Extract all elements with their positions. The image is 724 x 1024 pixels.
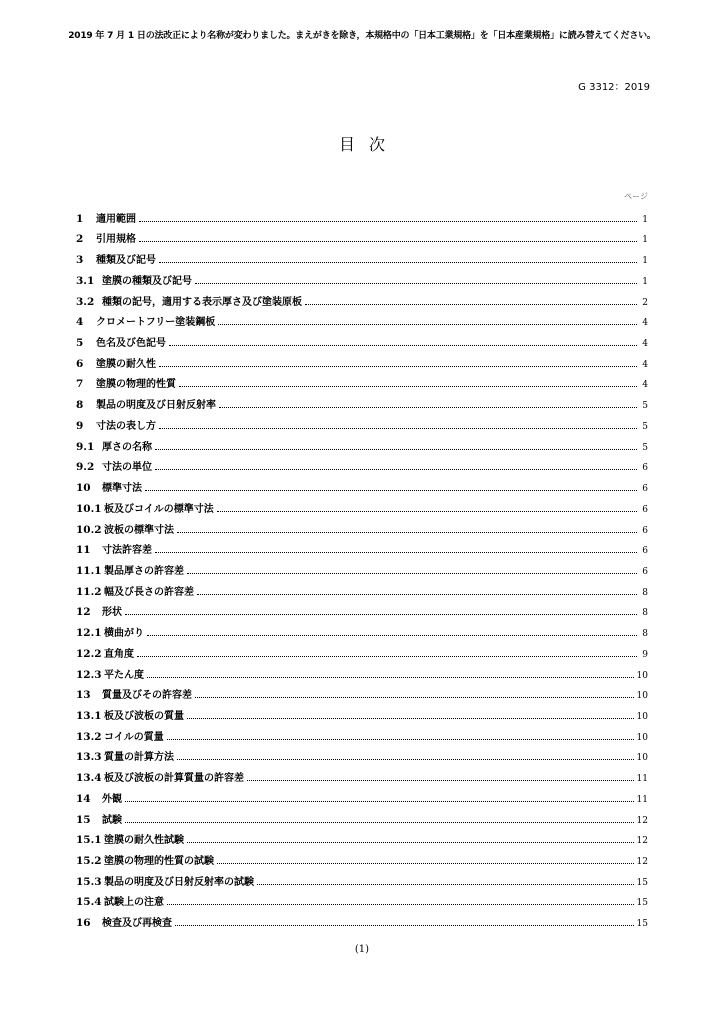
toc-entry[interactable] xyxy=(76,556,648,577)
toc-entry-number: 8 xyxy=(76,399,84,412)
toc-entry-title: 適用範囲 xyxy=(96,213,136,225)
dot-leader xyxy=(139,240,637,242)
dot-leader xyxy=(155,448,637,450)
toc-entry[interactable] xyxy=(76,846,648,867)
toc-entry[interactable] xyxy=(76,287,648,308)
toc-entry-page: 5 xyxy=(642,442,648,453)
toc-entry-number: 13.4 xyxy=(76,772,102,785)
dot-leader xyxy=(195,696,634,698)
toc-entry-title: 厚さの名称 xyxy=(102,441,152,453)
toc-entry-number: 15 xyxy=(76,813,91,826)
toc-entry-page: 1 xyxy=(642,256,648,267)
toc-entry-page: 1 xyxy=(642,276,648,287)
toc-entry[interactable] xyxy=(76,328,648,349)
toc-entry-page: 2 xyxy=(642,297,648,308)
toc-entry[interactable] xyxy=(76,908,648,929)
dot-leader xyxy=(137,655,637,657)
toc-entry-page: 12 xyxy=(636,857,648,867)
toc-entry-number: 12.2 xyxy=(76,647,102,660)
dot-leader xyxy=(159,427,637,429)
dot-leader xyxy=(145,489,637,491)
toc-entry-title: 塗膜の耐久性試験 xyxy=(104,835,184,847)
page-title: 目次 xyxy=(338,135,399,154)
dot-leader xyxy=(167,903,634,905)
dot-leader xyxy=(219,406,637,408)
toc-entry[interactable] xyxy=(76,370,648,391)
dot-leader xyxy=(187,572,637,574)
dot-leader xyxy=(169,344,637,346)
toc-entry-page: 6 xyxy=(642,546,648,557)
dot-leader xyxy=(217,862,634,864)
toc-entry-title: 製品の明度及び日射反射率 xyxy=(96,400,216,412)
toc-entry-page: 4 xyxy=(642,359,648,370)
dot-leader xyxy=(159,365,637,367)
toc-entry[interactable] xyxy=(76,494,648,515)
toc-entry-number: 13.3 xyxy=(76,751,102,764)
toc-entry[interactable] xyxy=(76,453,648,474)
toc-entry-title: 種類及び記号 xyxy=(96,255,156,267)
dot-leader xyxy=(177,758,634,760)
toc-entry[interactable] xyxy=(76,225,648,246)
toc-entry-page: 15 xyxy=(636,877,648,888)
toc-entry-number: 15.1 xyxy=(76,834,102,847)
toc-entry-title: 寸法の単位 xyxy=(102,462,152,474)
toc-entry[interactable] xyxy=(76,639,648,660)
toc-entry-number: 9 xyxy=(76,419,84,432)
toc-entry[interactable] xyxy=(76,432,648,453)
toc-entry-page: 9 xyxy=(642,649,648,660)
toc-entry[interactable] xyxy=(76,204,648,225)
toc-entry-title: 質量の計算方法 xyxy=(104,752,174,764)
dot-leader xyxy=(179,385,637,387)
toc-entry-title: 板及びコイルの標準寸法 xyxy=(104,503,214,515)
toc-entry-page: 5 xyxy=(642,401,648,412)
toc-entry-number: 13.2 xyxy=(76,730,102,743)
toc-entry-title: 横曲がり xyxy=(104,628,144,640)
amendment-notice: 2019 年 7 月 1 日の法改正により名称が変わりました。まえがきを除き，本規格中の「日本工業規格」を「日本産業規格」に読み替えてください。 xyxy=(68,31,656,41)
toc-entry-number: 10.1 xyxy=(76,502,102,515)
toc-entry-title: 種類の記号，適用する表示厚さ及び塗装原板 xyxy=(102,296,302,308)
toc-entry-page: 8 xyxy=(642,629,648,640)
toc-entry-page: 10 xyxy=(636,753,648,764)
toc-entry[interactable] xyxy=(76,763,648,784)
toc-entry[interactable] xyxy=(76,681,648,702)
toc-entry-title: 塗膜の耐久性 xyxy=(96,358,156,370)
toc-entry-number: 12.3 xyxy=(76,668,102,681)
toc-entry-number: 13 xyxy=(76,689,91,702)
toc-entry-number: 5 xyxy=(76,337,84,350)
toc-entry-number: 2 xyxy=(76,233,84,246)
toc-entry[interactable] xyxy=(76,867,648,888)
dot-leader xyxy=(125,821,634,823)
toc-entry-page: 6 xyxy=(642,484,648,495)
toc-entry-page: 15 xyxy=(636,898,648,909)
toc-entry-number: 12.1 xyxy=(76,627,102,640)
toc-entry-page: 6 xyxy=(642,504,648,515)
toc-entry-number: 4 xyxy=(76,316,84,329)
toc-entry-number: 11.2 xyxy=(76,585,102,598)
toc-entry-title: 色名及び色記号 xyxy=(96,338,166,350)
dot-leader xyxy=(257,883,634,885)
toc-entry[interactable] xyxy=(76,349,648,370)
dot-leader xyxy=(147,676,634,678)
toc-entry[interactable] xyxy=(76,805,648,826)
toc-entry-title: コイルの質量 xyxy=(104,731,164,743)
toc-entry-number: 13.1 xyxy=(76,709,102,722)
toc-entry-title: 直角度 xyxy=(104,648,134,660)
toc-entry-number: 3.1 xyxy=(76,274,95,287)
dot-leader xyxy=(187,841,634,843)
toc-entry-number: 3 xyxy=(76,254,84,267)
page-number: (1) xyxy=(354,944,370,955)
dot-leader xyxy=(177,531,637,533)
toc-entry[interactable] xyxy=(76,618,648,639)
toc-entry-page: 5 xyxy=(642,421,648,432)
toc-entry-number: 15.2 xyxy=(76,855,102,867)
toc-entry-title: 塗膜の物理的性質の試験 xyxy=(104,856,214,867)
dot-leader xyxy=(247,779,634,781)
table-of-contents xyxy=(76,204,648,929)
toc-entry-page: 10 xyxy=(636,691,648,702)
toc-entry-page: 11 xyxy=(636,774,648,785)
toc-entry-title: 製品の明度及び日射反射率の試験 xyxy=(104,876,254,888)
toc-entry-page: 10 xyxy=(636,711,648,722)
dot-leader xyxy=(175,924,634,926)
toc-entry-number: 10.2 xyxy=(76,523,102,536)
toc-entry-title: 板及び波板の質量 xyxy=(104,710,184,722)
toc-entry-page: 4 xyxy=(642,380,648,391)
toc-entry[interactable] xyxy=(76,660,648,681)
toc-entry-number: 15.4 xyxy=(76,896,102,909)
toc-entry-title: 形状 xyxy=(102,607,122,619)
toc-entry[interactable] xyxy=(76,701,648,722)
toc-entry-page: 6 xyxy=(642,566,648,577)
dot-leader xyxy=(167,738,634,740)
toc-entry-number: 6 xyxy=(76,357,84,370)
toc-entry-title: 板及び波板の計算質量の許容差 xyxy=(104,773,244,785)
toc-entry-page: 15 xyxy=(636,919,648,930)
toc-entry[interactable] xyxy=(76,743,648,764)
toc-entry[interactable] xyxy=(76,536,648,557)
toc-entry-title: 寸法許容差 xyxy=(102,545,152,557)
toc-entry-page: 10 xyxy=(636,732,648,743)
toc-entry-title: 製品厚さの許容差 xyxy=(104,565,184,577)
toc-entry-page: 4 xyxy=(642,339,648,350)
dot-leader xyxy=(305,303,637,305)
toc-entry-page: 12 xyxy=(636,836,648,847)
toc-entry[interactable] xyxy=(76,308,648,329)
toc-entry[interactable] xyxy=(76,390,648,411)
dot-leader xyxy=(218,323,637,325)
toc-entry-number: 15.3 xyxy=(76,875,102,888)
toc-entry-page: 10 xyxy=(636,670,648,681)
toc-entry-page: 6 xyxy=(642,525,648,536)
toc-entry-page: 12 xyxy=(636,815,648,826)
dot-leader xyxy=(187,717,634,719)
dot-leader xyxy=(155,468,637,470)
toc-entry[interactable] xyxy=(76,577,648,598)
toc-entry-number: 9.2 xyxy=(76,461,95,474)
toc-entry-title: 検査及び再検査 xyxy=(102,918,172,930)
toc-entry-number: 1 xyxy=(76,212,84,225)
dot-leader xyxy=(195,282,637,284)
toc-entry[interactable] xyxy=(76,722,648,743)
toc-entry-number: 3.2 xyxy=(76,295,95,308)
toc-entry-page: 11 xyxy=(636,794,648,805)
toc-entry-number: 14 xyxy=(76,792,91,805)
toc-entry-number: 11 xyxy=(76,544,91,557)
toc-entry-title: 試験上の注意 xyxy=(104,897,164,909)
dot-leader xyxy=(147,634,637,636)
document-number: G 3312：2019 xyxy=(578,82,650,93)
toc-entry-title: 寸法の表し方 xyxy=(96,420,156,432)
toc-entry-page: 8 xyxy=(642,608,648,619)
toc-entry-title: 平たん度 xyxy=(104,669,144,681)
toc-entry[interactable] xyxy=(76,473,648,494)
toc-entry-number: 10 xyxy=(76,482,91,495)
toc-entry-page: 1 xyxy=(642,235,648,246)
toc-entry-number: 12 xyxy=(76,606,91,619)
toc-entry[interactable] xyxy=(76,515,648,536)
page-column-label: ページ xyxy=(624,192,648,201)
toc-entry-title: クロメートフリー塗装鋼板 xyxy=(96,317,216,329)
dot-leader xyxy=(125,800,634,802)
toc-entry-title: 幅及び長さの許容差 xyxy=(104,586,194,598)
dot-leader xyxy=(155,551,637,553)
toc-entry[interactable] xyxy=(76,888,648,909)
toc-entry-number: 7 xyxy=(76,378,84,391)
toc-entry-title: 標準寸法 xyxy=(102,483,142,495)
toc-entry-number: 9.1 xyxy=(76,440,95,453)
toc-entry-title: 質量及びその許容差 xyxy=(102,690,192,702)
toc-entry-title: 塗膜の種類及び記号 xyxy=(102,275,192,287)
dot-leader xyxy=(159,261,637,263)
toc-entry-title: 試験 xyxy=(102,814,122,826)
toc-entry-page: 4 xyxy=(642,318,648,329)
toc-entry-number: 16 xyxy=(76,917,91,930)
toc-entry-number: 11.1 xyxy=(76,564,102,577)
toc-entry-title: 塗膜の物理的性質 xyxy=(96,379,176,391)
toc-entry[interactable] xyxy=(76,784,648,805)
dot-leader xyxy=(139,220,637,222)
dot-leader xyxy=(197,593,637,595)
toc-entry-page: 6 xyxy=(642,463,648,474)
toc-entry-page: 1 xyxy=(642,214,648,225)
toc-entry-page: 8 xyxy=(642,587,648,598)
toc-entry[interactable] xyxy=(76,245,648,266)
toc-entry-title: 外観 xyxy=(102,793,122,805)
toc-entry[interactable] xyxy=(76,266,648,287)
dot-leader xyxy=(125,613,637,615)
toc-entry-title: 引用規格 xyxy=(96,234,136,246)
toc-entry[interactable] xyxy=(76,598,648,619)
toc-entry[interactable] xyxy=(76,411,648,432)
toc-entry-title: 波板の標準寸法 xyxy=(104,524,174,536)
dot-leader xyxy=(217,510,637,512)
toc-entry[interactable] xyxy=(76,826,648,847)
